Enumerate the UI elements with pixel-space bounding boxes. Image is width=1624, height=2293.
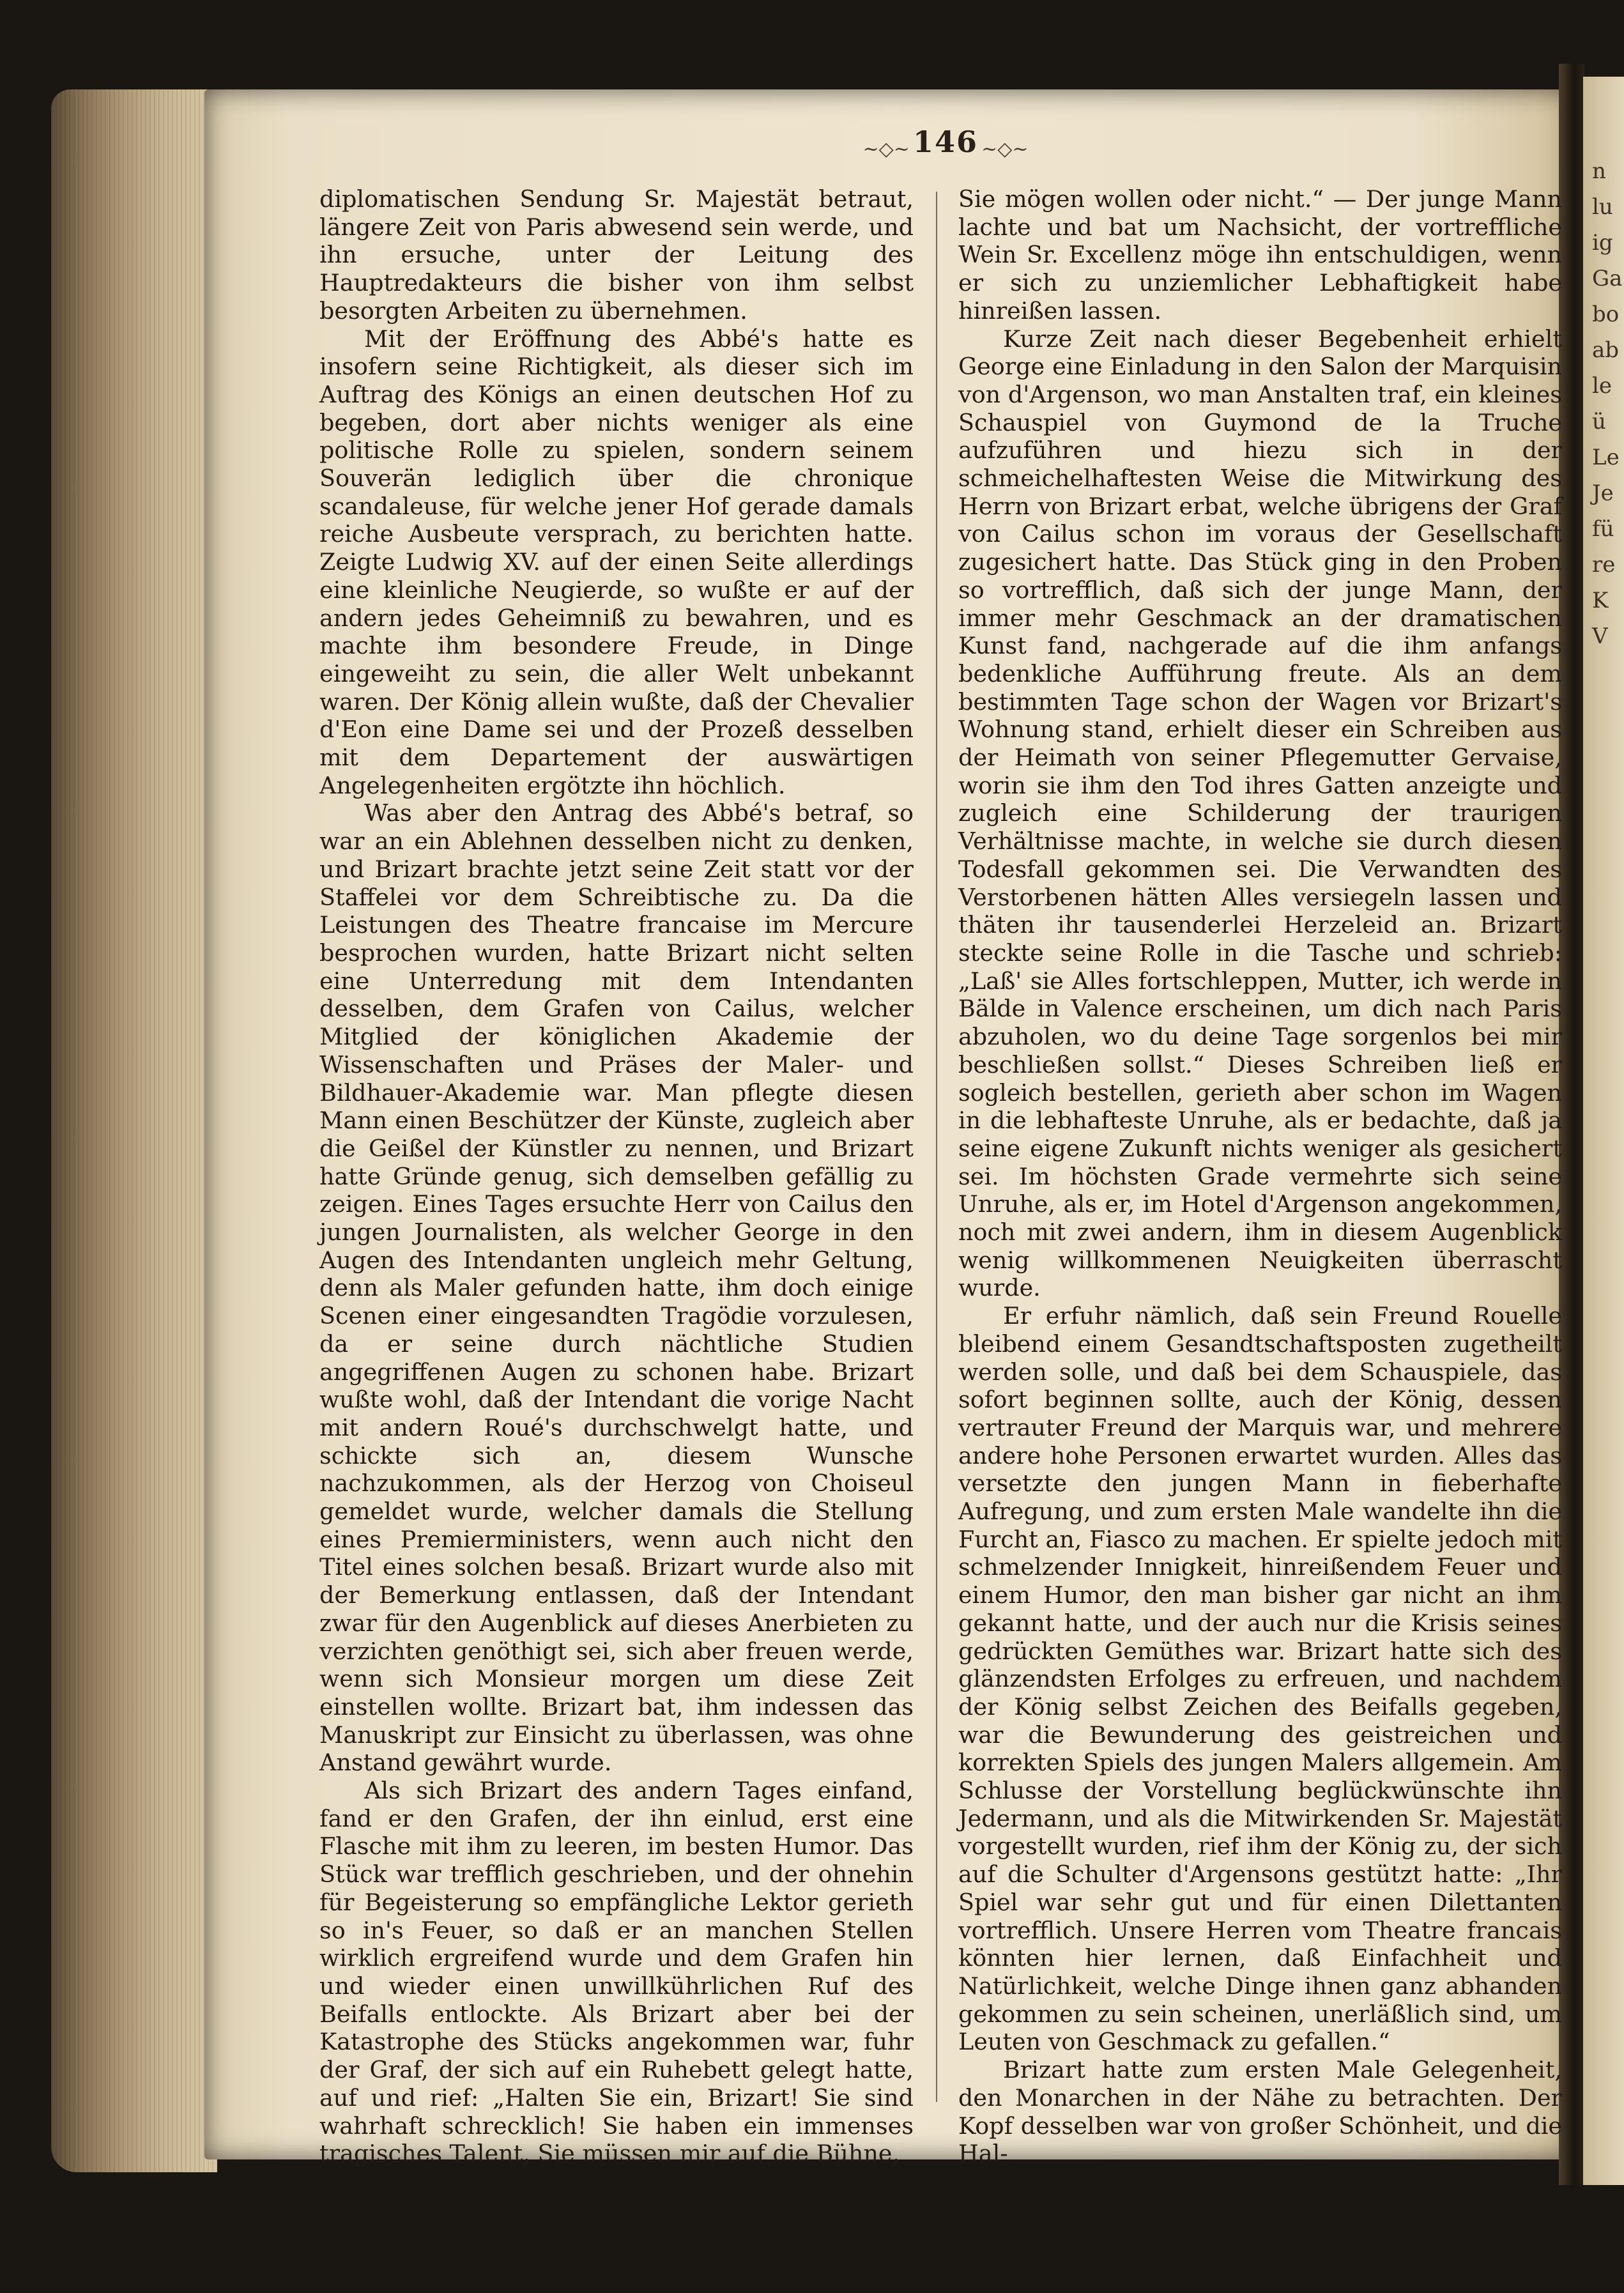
next-page-fragment: ab (1592, 337, 1620, 363)
paragraph: Was aber den Antrag des Abbé's betraf, so war an ein Ablehnen desselben nicht zu denken, und Brizart brachte jetzt seine Zeit statt vor der Staffelei vor dem Schreibtische zu. Da die Leistungen des Theatre francaise im Mercure besprochen wurden, hatte Brizart nicht selten eine Unterredung mit dem Intendanten desselben, dem Grafen von Cailus, welcher Mitglied der königlichen Akademie der Wissenschaften und Präses der Maler- und Bildhauer-Akademie war. Man pflegte diesen Mann einen Beschützer der Künste, zugleich aber die Geißel der Künstler zu nennen, und Brizart hatte Gründe genug, sich demselben gefällig zu zeigen. Eines Tages ersuchte Herr von Cailus den jungen Journalisten, als welcher George in den Augen des Intendanten ungleich mehr Geltung, denn als Maler gefunden hatte, ihm doch einige Scenen einer eingesandten Tragödie vorzulesen, da er seine durch nächtliche Studien angegriffenen Augen zu schonen habe. Brizart wußte wohl, daß der Intendant die vorige Nacht mit andern Roué's durchschwelgt hatte, und schickte sich an, diesem Wunsche nachzukommen, als der Herzog von Choiseul gemeldet wurde, welcher damals die Stellung eines Premierministers, wenn auch nicht den Titel eines solchen besaß. Brizart wurde also mit der Bemerkung entlassen, daß der Intendant zwar für den Augenblick auf dieses Anerbieten zu verzichten genöthigt sei, sich aber freuen werde, wenn sich Monsieur morgen um diese Zeit einstellen wollte. Brizart bat, ihm indessen das Manuskript zur Einsicht zu überlassen, was ohne Anstand gewährt wurde. (319, 799, 914, 1777)
paragraph: Er erfuhr nämlich, daß sein Freund Rouelle bleibend einem Gesandtschaftsposten zugetheilt werden solle, und daß bei dem Schauspiele, das sofort beginnen sollte, auch der König, dessen vertrauter Freund der Marquis war, und mehrere andere hohe Personen erwartet wurden. Alles das versetzte den jungen Mann in fieberhafte Aufregung, und zum ersten Male wandelte ihn die Furcht an, Fiasco zu machen. Er spielte jedoch mit schmelzender Innigkeit, hinreißendem Feuer und einem Humor, den man bisher gar nicht an ihm gekannt hatte, und der auch nur die Krisis seines gedrückten Gemüthes war. Brizart hatte sich des glänzendsten Erfolges zu erfreuen, und nachdem der König selbst Zeichen des Beifalls gegeben, war die Bewunderung des geistreichen und korrekten Spiels des jungen Malers allgemein. Am Schlusse der Vorstellung beglückwünschte ihn Jedermann, und als die Mitwirkenden Sr. Majestät vorgestellt wurden, rief ihm der König zu, der sich auf die Schulter d'Argensons gestützt hatte: „Ihr Spiel war sehr gut und für einen Dilettanten vortrefflich. Unsere Herren vom Theatre francais könnten hier lernen, daß Einfachheit und Natürlichkeit, welche Dinge ihnen ganz abhanden gekommen zu sein scheinen, unerläßlich sind, um Leuten von Geschmack zu gefallen.“ (958, 1302, 1562, 2056)
paragraph: diplomatischen Sendung Sr. Majestät betraut, längere Zeit von Paris abwesend sein werde, und ihn ersuche, unter der Leitung des Hauptredakteurs die bisher von ihm selbst besorgten Arbeiten zu übernehmen. (319, 185, 914, 325)
ornament-right-icon: ~◇~ (981, 138, 1029, 160)
next-page-fragment: re (1592, 552, 1616, 578)
paragraph: Mit der Eröffnung des Abbé's hatte es insofern seine Richtigkeit, als dieser sich im Auftrag des Königs an einen deutschen Hof zu begeben, dort aber nichts weniger als eine politische Rolle zu spielen, sondern seinem Souverän lediglich über die chronique scandaleuse, für welche jener Hof gerade damals reiche Ausbeute versprach, zu berichten hatte. Zeigte Ludwig XV. auf der einen Seite allerdings eine kleinliche Neugierde, so wußte er auf der andern jedes Geheimniß zu bewahren, und es machte ihm besondere Freude, in Dinge eingeweiht zu sein, die aller Welt unbekannt waren. Der König allein wußte, daß der Chevalier d'Eon eine Dame sei und der Prozeß desselben mit dem Departement der auswärtigen Angelegenheiten ergötzte ihn höchlich. (319, 325, 914, 799)
paragraph: Kurze Zeit nach dieser Begebenheit erhielt George eine Einladung in den Salon der Marquisin von d'Argenson, wo man Anstalten traf, ein kleines Schauspiel von Guymond de la Truche aufzuführen und hiezu sich in der schmeichelhaftesten Weise die Mitwirkung des Herrn von Brizart erbat, welche übrigens der Graf von Cailus schon im voraus der Gesellschaft zugesichert hatte. Das Stück ging in den Proben so vortrefflich, daß sich der junge Mann, der immer mehr Geschmack an der dramatischen Kunst fand, nachgerade auf die ihm anfangs bedenkliche Aufführung freute. Als an dem bestimmten Tage schon der Wagen vor Brizart's Wohnung stand, erhielt dieser ein Schreiben aus der Heimath von seiner Pflegemutter Gervaise, worin sie ihm den Tod ihres Gatten anzeigte und zugleich eine Schilderung der traurigen Verhältnisse machte, in welche sie durch diesen Todesfall gekommen sei. Die Verwandten des Verstorbenen hätten Alles versiegeln lassen und thäten ihr tausenderlei Herzeleid an. Brizart steckte seine Rolle in die Tasche und schrieb: „Laß' sie Alles fortschleppen, Mutter, ich werde in Bälde in Valence erscheinen, um dich nach Paris abzuholen, wo du deine Tage sorgenlos bei mir beschließen sollst.“ Dieses Schreiben ließ er sogleich bestellen, gerieth aber schon im Wagen in die lebhafteste Unruhe, als er bedachte, daß ja seine eigene Zukunft nichts weniger als gesichert sei. Im höchsten Grade vermehrte sich seine Unruhe, als er, im Hotel d'Argenson angekommen, noch mit zwei andern, ihm in diesem Augenblick wenig willkommenen Neuigkeiten überrascht wurde. (958, 325, 1562, 1302)
next-page-fragment: Je (1592, 480, 1614, 506)
book-gutter (1559, 64, 1584, 2185)
next-page-fragment: Ga (1592, 266, 1623, 291)
next-page-fragment: bo (1592, 302, 1620, 327)
ornament-left-icon: ~◇~ (862, 138, 910, 160)
next-page-edge (1583, 77, 1624, 2185)
next-page-fragment: lu (1592, 194, 1613, 220)
paragraph: Brizart hatte zum ersten Male Gelegenheit, den Monarchen in der Nähe zu betrachten. Der Kopf desselben war von großer Schönheit, und die Hal- (958, 2056, 1562, 2168)
book-page-edges (51, 89, 217, 2172)
next-page-fragment: K (1592, 588, 1609, 613)
paragraph: Als sich Brizart des andern Tages einfand, fand er den Grafen, der ihn einlud, erst eine Flasche mit ihm zu leeren, im besten Humor. Das Stück war trefflich geschrieben, und der ohnehin für Begeisterung so empfängliche Lektor gerieth so in's Feuer, so daß er an manchen Stellen wirklich ergreifend wurde und dem Grafen hin und wieder einen unwillkührlichen Ruf des Beifalls entlockte. Als Brizart aber bei der Katastrophe des Stücks angekommen war, fuhr der Graf, der sich auf ein Ruhebett gelegt hatte, auf und rief: „Halten Sie ein, Brizart! Sie sind wahrhaft schrecklich! Sie haben ein immenses tragisches Talent, Sie müssen mir auf die Bühne, (319, 1777, 914, 2168)
next-page-fragment: fü (1592, 516, 1614, 542)
next-page-fragment: V (1592, 624, 1608, 649)
right-column (958, 185, 1562, 2168)
page-header (792, 125, 1099, 169)
next-page-fragment: Le (1592, 445, 1620, 470)
next-page-fragment: ü (1592, 409, 1606, 434)
next-page-fragment: n (1592, 158, 1606, 184)
page-number: 146 (912, 125, 979, 159)
next-page-fragment: le (1592, 373, 1612, 399)
paragraph: Sie mögen wollen oder nicht.“ — Der junge Mann lachte und bat um Nachsicht, der vortreffliche Wein Sr. Excellenz möge ihn entschuldigen, wenn er sich zu unziemlicher Lebhaftigkeit habe hinreißen lassen. (958, 185, 1562, 325)
left-column (319, 185, 914, 2168)
next-page-fragment: ig (1592, 230, 1613, 256)
column-divider (936, 192, 937, 2102)
